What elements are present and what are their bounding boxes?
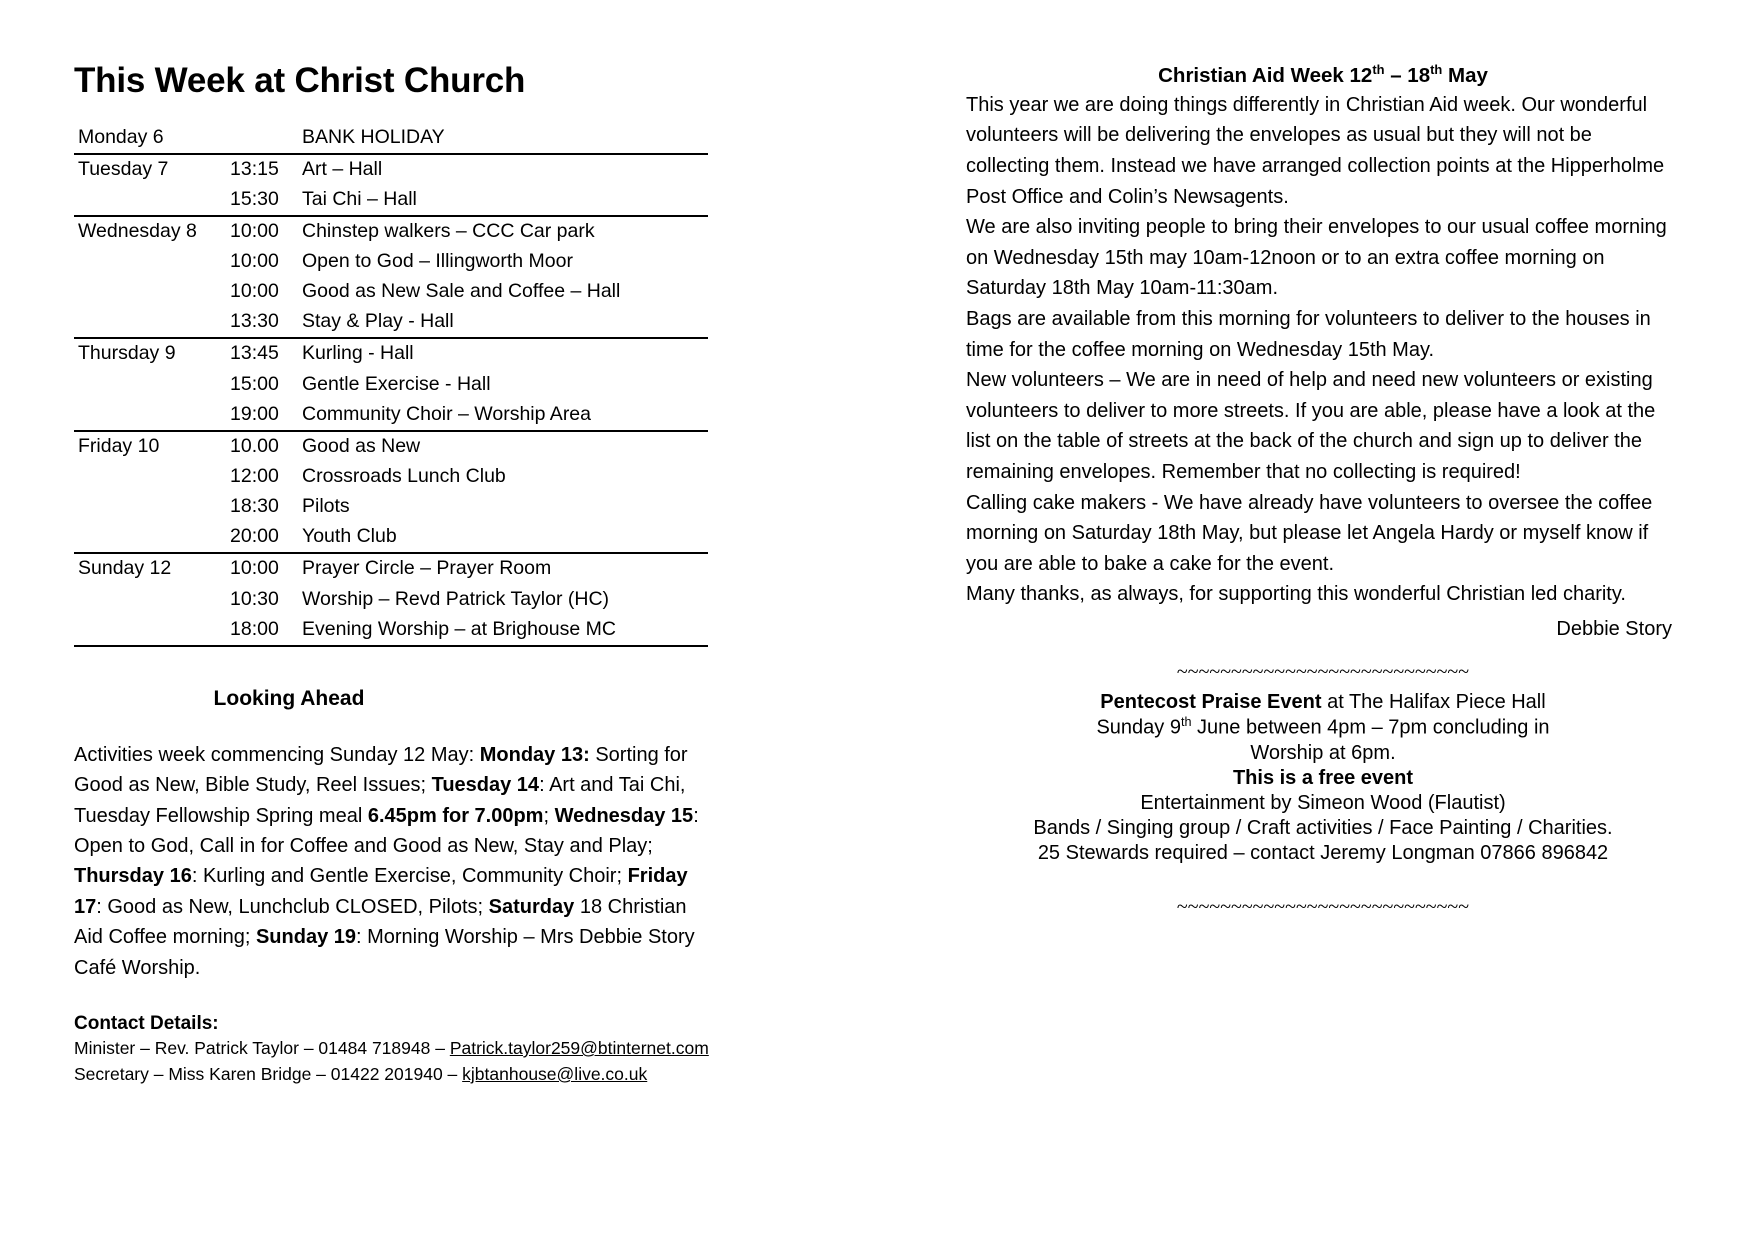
looking-ahead-segment-1: Monday 13: [479,743,590,766]
divider-squiggle-top: ~~~~~~~~~~~~~~~~~~~~~~~~~~~ [1176,660,1470,683]
schedule-day: Wednesday 8 [74,216,230,247]
looking-ahead-segment-2: Sorting for Good as New, Bible Study, Reel Issues; [74,743,688,797]
schedule-time: 10:00 [230,216,302,247]
looking-ahead-segment-9: Thursday 16 [74,865,192,888]
schedule-day [74,462,230,492]
schedule-event: BANK HOLIDAY [302,125,445,148]
schedule-day [74,492,230,522]
schedule-event: Pilots [302,495,350,518]
schedule-event: Youth Club [302,525,397,548]
looking-ahead-body [74,740,710,983]
christian-aid-paragraph-6: Many thanks, as always, for supporting this wonderful Christian led charity. [966,583,1626,606]
schedule-event: Crossroads Lunch Club [302,465,506,488]
schedule-day [74,522,230,553]
schedule-day [74,585,230,615]
looking-ahead-segment-10: : Kurling and Gentle Exercise, Community Choir; [191,865,628,888]
pentecost-line-2 [966,715,1680,741]
schedule-event: Prayer Circle – Prayer Room [302,553,708,584]
contact-secretary-email-link[interactable]: kjbtanhouse@live.co.uk [462,1063,648,1084]
pentecost-line-1 [966,690,1680,715]
pentecost-date-sup: th [1180,714,1192,729]
page-title: This Week at Christ Church [74,61,526,100]
schedule-event: Tai Chi – Hall [302,187,417,210]
looking-ahead-segment-8: : Open to God, Call in for Coffee and Good as New, Stay and Play; [74,804,699,858]
table-row [74,370,708,400]
looking-ahead-segment-4: : Art and Tai Chi, Tuesday Fellowship Spring meal [74,774,686,827]
christian-aid-body [966,90,1680,610]
schedule-time: 10:00 [230,250,279,273]
pentecost-venue: at The Halifax Piece Hall [1321,690,1546,713]
schedule-time: 18:00 [230,615,302,646]
table-row [74,492,708,522]
schedule-time: 15:00 [230,372,279,395]
contact-minister-text: Minister – Rev. Patrick Taylor – 01484 718948 – [74,1038,450,1059]
christian-aid-paragraph-1: This year we are doing things differently in Christian Aid week. Our wonderful volunteers will be delivering the envelopes as usual but they will not be collecting them. Instead we have arranged collection points at the Hipperholme Post Office and Colin’s Newsagents. [966,93,1665,208]
schedule-time: 13:45 [230,338,302,369]
schedule-time: 10:30 [230,587,279,610]
schedule-day [74,307,230,338]
looking-ahead-segment-7: Wednesday 15 [554,804,694,827]
schedule-day [74,400,230,431]
christian-aid-heading-part2: – 18 [1384,63,1431,87]
table-row [74,553,708,584]
looking-ahead-segment-16: : Morning Worship – Mrs Debbie Story Café Worship. [74,926,695,979]
contact-minister [74,1036,734,1061]
schedule-day [74,185,230,216]
looking-ahead-segment-11: Friday 17 [74,865,688,918]
table-row [74,307,708,338]
table-row [74,123,708,154]
contact-minister-email-link[interactable]: Patrick.taylor259@btinternet.com [449,1038,709,1059]
schedule-day: Monday 6 [78,125,164,148]
christian-aid-heading-part1: Christian Aid Week 12 [1158,63,1373,87]
table-row [74,462,708,492]
looking-ahead-segment-3: Tuesday 14 [431,774,540,797]
looking-ahead-segment-15: Sunday 19 [255,926,356,949]
schedule-day: Sunday 12 [74,553,230,584]
schedule-time: 10.00 [230,431,302,462]
looking-ahead-segment-14: 18 Christian Aid Coffee morning; [74,895,687,949]
schedule-event: Chinstep walkers – CCC Car park [302,216,708,247]
schedule-event: Stay & Play - Hall [302,310,454,333]
table-row [74,277,708,307]
weekly-schedule-table [74,123,708,647]
christian-aid-heading-part3: May [1442,63,1488,87]
table-row [74,247,708,277]
schedule-event: Worship – Revd Patrick Taylor (HC) [302,587,610,610]
schedule-event: Open to God – Illingworth Moor [302,250,573,273]
pentecost-date-part1: Sunday 9 [1096,716,1181,739]
schedule-day [74,370,230,400]
schedule-event: Kurling - Hall [302,338,708,369]
looking-ahead-segment-6: ; [543,804,555,827]
christian-aid-heading [966,62,1680,88]
looking-ahead-heading: Looking Ahead [213,686,365,710]
table-row [74,400,708,431]
schedule-day [74,247,230,277]
schedule-day: Thursday 9 [74,338,230,369]
divider-squiggle-bottom: ~~~~~~~~~~~~~~~~~~~~~~~~~~~ [1176,896,1470,919]
table-row [74,522,708,553]
schedule-time: 13:15 [230,154,302,185]
table-row [74,216,708,247]
table-row [74,154,708,185]
pentecost-activities: Bands / Singing group / Craft activities / Face Painting / Charities. [1033,817,1613,840]
schedule-time: 10:00 [230,553,302,584]
table-row [74,338,708,369]
schedule-time: 20:00 [230,525,279,548]
schedule-time: 12:00 [230,465,279,488]
looking-ahead-segment-5: 6.45pm for 7.00pm [367,804,544,827]
contact-secretary [74,1062,734,1087]
left-column [74,62,734,1087]
schedule-time: 10:00 [230,280,279,303]
christian-aid-signature: Debbie Story [1556,617,1672,640]
schedule-time: 15:30 [230,187,279,210]
schedule-time: 19:00 [230,402,279,425]
pentecost-line-3: Worship at 6pm. [1250,741,1396,764]
schedule-event: Art – Hall [302,154,708,185]
table-row [74,431,708,462]
pentecost-event-name: Pentecost Praise Event [1100,690,1322,713]
table-row [74,185,708,216]
schedule-day: Tuesday 7 [74,154,230,185]
pentecost-entertainment: Entertainment by Simeon Wood (Flautist) [1140,791,1506,814]
pentecost-stewards: 25 Stewards required – contact Jeremy Longman 07866 896842 [1037,842,1609,865]
schedule-day: Friday 10 [74,431,230,462]
schedule-time: 18:30 [230,495,279,518]
looking-ahead-segment-0: Activities week commencing Sunday 12 May: [74,743,480,766]
contact-details-heading: Contact Details: [74,1013,219,1035]
christian-aid-paragraph-4: New volunteers – We are in need of help and need new volunteers or existing volunteers to deliver to more streets. If you are able, please have a look at the list on the table of streets at the back of the church and sign up to deliver the remaining envelopes. Remember that no collecting is required! [966,369,1656,483]
schedule-day [74,615,230,646]
looking-ahead-segment-12: : Good as New, Lunchclub CLOSED, Pilots; [96,895,489,918]
contact-secretary-text: Secretary – Miss Karen Bridge – 01422 201940 – [74,1063,463,1084]
schedule-event: Community Choir – Worship Area [302,402,591,425]
christian-aid-paragraph-3: Bags are available from this morning for volunteers to deliver to the houses in time for the coffee morning on Wednesday 15th May. [966,307,1651,361]
schedule-time [230,123,302,154]
table-row [74,615,708,646]
looking-ahead-segment-13: Saturday [488,895,575,918]
christian-aid-paragraph-5: Calling cake makers - We have already have volunteers to oversee the coffee morning on Saturday 18th May, but please let Angela Hardy or myself know if you are able to bake a cake for the event. [966,491,1653,575]
pentecost-date-part2: June between 4pm – 7pm concluding in [1191,716,1550,739]
schedule-event: Good as New [302,431,708,462]
schedule-event: Good as New Sale and Coffee – Hall [302,280,621,303]
christian-aid-heading-sup1: th [1372,62,1385,77]
pentecost-free-event [966,766,1680,791]
schedule-day [74,277,230,307]
pentecost-free-event-text: This is a free event [1232,766,1414,789]
schedule-event: Gentle Exercise - Hall [302,372,491,395]
christian-aid-paragraph-2: We are also inviting people to bring their envelopes to our usual coffee morning on Wednesday 15th may 10am-12noon or to an extra coffee morning on Saturday 18th May 10am-11:30am. [966,216,1667,300]
schedule-event: Evening Worship – at Brighouse MC [302,615,708,646]
schedule-time: 13:30 [230,310,279,333]
table-row [74,585,708,615]
right-column [966,62,1680,919]
christian-aid-heading-sup2: th [1430,62,1443,77]
